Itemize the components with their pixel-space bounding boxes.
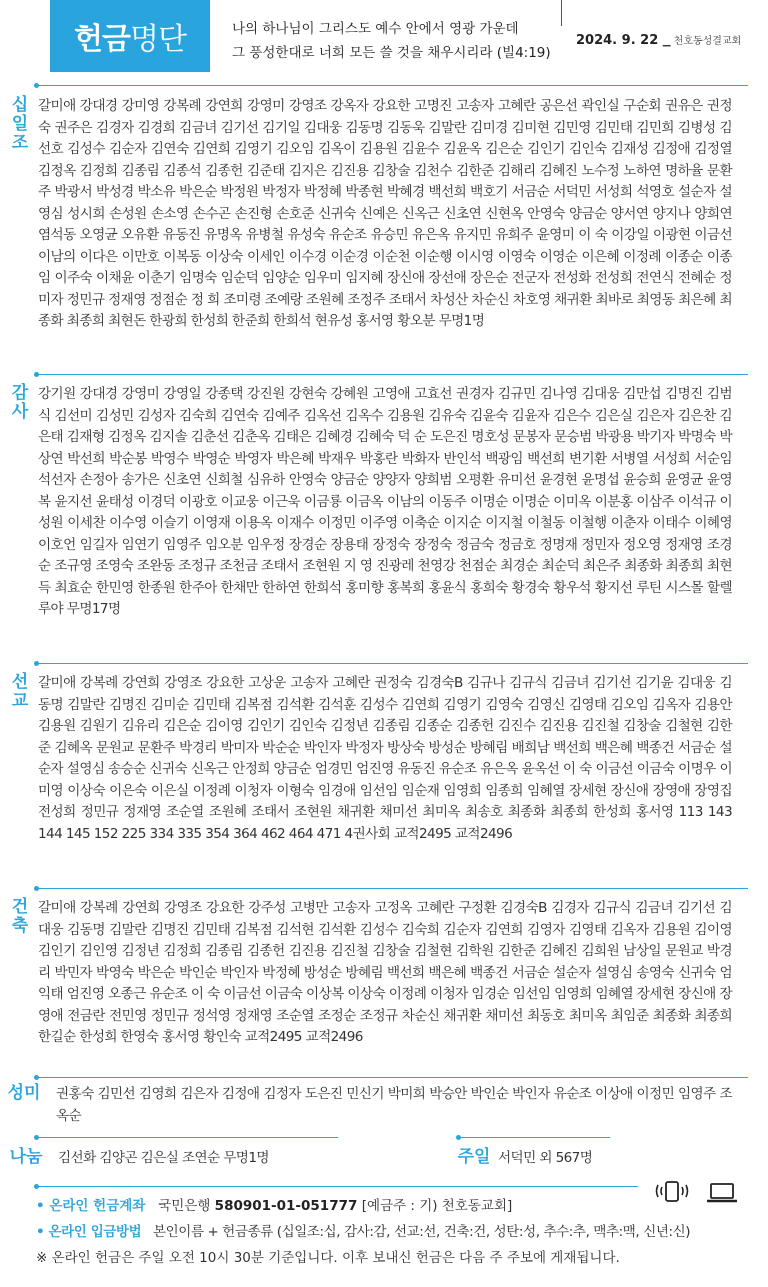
title-bold: 헌금 xyxy=(74,22,130,57)
names-sunday: 서덕민 외 567명 xyxy=(498,1150,593,1166)
divider-sunday xyxy=(460,1137,610,1138)
header-divider xyxy=(561,0,562,26)
names-holy-rice: 권홍숙 김민선 김영희 김은자 김정애 김정자 도은진 민신기 박미희 박승안 박인순 박인자 유순조 이상애 이정민 임영주 조옥순 xyxy=(56,1086,732,1124)
verse-line-1: 나의 하나님이 그리스도 예수 안에서 영광 가운데 xyxy=(232,21,519,37)
date-text: 2024. 9. 22 xyxy=(576,33,659,48)
title-light: 명단 xyxy=(130,22,186,57)
divider-mission xyxy=(38,663,748,664)
divider-holy-rice xyxy=(38,1077,748,1078)
method-label: • 온라인 입금방법 xyxy=(36,1224,142,1240)
divider-thanks xyxy=(38,374,748,375)
account-number[interactable]: 580901-01-051777 xyxy=(214,1198,358,1214)
divider-sharing xyxy=(38,1137,338,1138)
label-sunday: 주일 xyxy=(457,1147,491,1167)
label-sharing: 나눔 xyxy=(9,1147,43,1167)
title-box xyxy=(50,0,210,72)
names-mission: 갈미애 강복례 강연희 강영조 강요한 고상운 고송자 고혜란 권정숙 김경숙B 김규나 김규식 김금녀 김기선 김기윤 김대웅 김동명 김말란 김명진 김미순 김민태 김복점 김석환 김석훈 김성수 김연희 김영기 김영숙 김영신 김영태 김오임 김옥자 김용안 김용원 김원기 김유리 김은순 김이영 김인기 김인숙 김정년 김종림 김종순 김종헌 김진수 김진용 김진철 김창술 김철현 김한준 김혜옥 문원교 문환주 박경리 박미자 박순순 박인자 박정자 방상숙 방성순 방혜림 배희남 백선희 백은혜 백종건 서금순 설순자 설영심 송승순 신귀숙 신옥근 안정희 양금순 엄경민 엄진영 유동진 유순조 유은옥 윤옥선 이 숙 이금선 이금숙 이명우 이미영 이상숙 이은숙 이은실 이정례 이청자 이형숙 임경애 임선임 임순재 임영희 임종희 임혜열 장세현 장신애 장영애 장영집 전성희 정민규 정재영 조순열 조원혜 조태서 조현원 채귀환 채미선 최미옥 최송호 최종화 최종희 한성희 홍서영 113 143 144 145 152 225 334 335 354 364 462 464 471 4권사회 교적2495 교적2496 xyxy=(38,675,732,842)
label-thanks: 감 사 xyxy=(11,383,29,422)
page-header xyxy=(0,0,768,80)
account-line xyxy=(36,1196,512,1216)
label-holy-rice: 성미 xyxy=(7,1083,41,1103)
account-label: • 온라인 헌금계좌 xyxy=(36,1198,146,1214)
names-tithe: 갈미애 강대경 강미영 강복례 강연희 강영미 강영조 강옥자 강요한 고명진 고송자 고혜란 공은선 곽인실 구순회 권유은 권정숙 권주은 김경자 김경희 김금녀 김기선 김기일 김대웅 김동명 김동욱 김말란 김미경 김미현 김민영 김민태 김민희 김병성 김선호 김성수 김순자 김연숙 김연희 김영기 김오임 김옥이 김용원 김윤수 김윤옥 김은순 김인기 김인숙 김재성 김정애 김정열 김정옥 김정희 김종림 김종석 김종헌 김준태 김지은 김진용 김창술 김천수 김한준 김해리 김혜진 노수정 노하연 명하율 문환주 박광서 박성경 박소유 박은순 박정원 박정자 박정혜 박종현 박혜경 백선희 백호기 서금순 서덕민 서성희 석영호 설순자 설영심 성시희 손성원 손소영 손수곤 손진형 손호준 신귀숙 신예은 신옥근 신초연 신현옥 안영숙 양금순 양서연 양지나 양희연 염석동 오영균 오유환 유동진 유명옥 유병철 유성숙 유순조 유승민 유은옥 유지민 유희주 윤영미 이 숙 이강일 이광현 이금선 이남의 이다은 이만호 이복동 이상숙 이세인 이수경 이순경 이순천 이순행 이시영 이영숙 이영순 이은혜 이정례 이종순 이종임 이주숙 이채윤 이춘기 임명숙 임순덕 임양순 임우미 임지혜 장신애 장선애 장은순 전군자 전성화 전성희 전연식 전혜순 정미자 정민규 정재영 정점순 정 희 조미령 조예랑 조원혜 조정주 조태서 차성산 차순신 차호영 채귀환 최바로 최영동 최은혜 최종화 최종희 최현돈 한광희 한성희 한준희 한희석 현유성 홍서영 황오분 무명1명 xyxy=(38,98,732,329)
label-mission: 선 교 xyxy=(11,672,29,711)
names-thanks: 강기원 강대경 강영미 강영일 강종택 강진원 강현숙 강혜원 고영애 고효선 권경자 김규민 김나영 김대웅 김만섭 김명진 김범식 김선미 김성민 김성자 김숙희 김연숙 김예주 김옥선 김옥수 김용원 김유숙 김윤숙 김윤자 김은수 김은실 김은자 김은찬 김은태 김재형 김정옥 김지솔 김춘선 김춘옥 김태은 김혜경 김혜숙 덕 순 도은진 명호성 문봉자 문승범 박광용 박기자 박명숙 박상연 박선희 박순봉 박영수 박영순 박영자 박은혜 박재우 박홍란 박화자 반인석 백광임 백선희 변기환 서병열 서성희 서순임 석선자 손정아 송가은 신초연 신희철 심유하 안영숙 양금순 양양자 양희범 오평환 유미선 윤경현 윤명섭 윤승희 윤영균 윤영복 윤지선 윤태성 이경덕 이광호 이교웅 이근욱 이금룡 이금옥 이남의 이동주 이명순 이명순 이미옥 이분홍 이삼주 이석규 이성원 이세찬 이수영 이슬기 이영재 이용옥 이재수 이정민 이주영 이축순 이지순 이지철 이철동 이철행 이춘자 이태수 이혜영 이호언 임길자 임연기 임영주 임오분 임우정 장경순 장용태 장정숙 장정숙 정금숙 정금호 정명재 정민자 정오영 정재영 조경순 조규영 조영숙 조완동 조정규 조천금 조태서 조현원 지 영 진광레 천영강 천점순 최경순 최순덕 최은주 최종화 최종희 최현득 최효순 한민영 한종원 한주아 한채만 한하연 한희석 홍미향 홍복희 홍윤식 홍희숙 황경숙 황우석 황지선 루틴 시스몰 할렐루야 무명17명 xyxy=(38,386,732,617)
verse-line-2: 그 풍성한대로 너희 모든 쓸 것을 채우시리라 (빌4:19) xyxy=(232,45,551,61)
notice-line: ※ 온라인 헌금은 주일 오전 10시 30분 기준입니다. 이후 보내신 헌금은 다음 주 주보에 게재됩니다. xyxy=(36,1250,620,1266)
divider-tithe xyxy=(38,85,748,86)
names-building: 갈미애 강복례 강연희 강영조 강요한 강주성 고병만 고송자 고정옥 고혜란 구정환 김경숙B 김경자 김규식 김금녀 김기선 김대웅 김동명 김말란 김명진 김민태 김복점 김석현 김석환 김성수 김숙희 김순자 김연희 김영자 김영태 김옥자 김용원 김이영 김인기 김인영 김정년 김정희 김종림 김종헌 김진용 김진철 김창술 김철현 김학원 김한준 김혜진 김희원 남상일 문원교 박경리 박민자 박영숙 박은순 박인순 박인자 박정혜 방성순 방혜림 백선희 백은혜 백종건 서금순 설순자 설영심 송영숙 신귀숙 엄익태 엄진영 오종근 유순조 이 숙 이금선 이금숙 이상복 이상숙 이정례 이청자 임경순 임선임 임영희 임혜열 장세현 장신애 장영애 전금란 전민영 정민규 정석영 정재영 조순열 조정순 조정규 차순신 채귀환 채미선 최동호 최미옥 최임준 최종화 최종희 한길순 한성희 한영숙 홍서영 황인숙 교적2495 교적2496 xyxy=(38,900,732,1045)
laptop-icon xyxy=(706,1182,738,1204)
method-line xyxy=(36,1222,690,1242)
divider-footer xyxy=(38,1186,638,1187)
bulletin-date xyxy=(576,32,741,48)
divider-building xyxy=(38,888,748,889)
account-holder: [예금주 : 기) 천호동교회] xyxy=(361,1198,513,1214)
label-building: 건 축 xyxy=(11,897,29,936)
bank-name: 국민은행 xyxy=(158,1198,211,1214)
names-sharing: 김선화 김양곤 김은실 조연순 무명1명 xyxy=(58,1150,269,1166)
method-text: 본인이름 + 헌금종류 (십일조:십, 감사:감, 선교:선, 건축:건, 성탄:성, 추수:추, 맥추:맥, 신년:신) xyxy=(153,1224,691,1240)
phone-ringing-icon xyxy=(652,1180,692,1202)
label-tithe: 십 일 조 xyxy=(11,95,29,153)
church-name: ▁ 천호동성결교회 xyxy=(662,36,742,47)
bible-verse xyxy=(232,17,562,65)
